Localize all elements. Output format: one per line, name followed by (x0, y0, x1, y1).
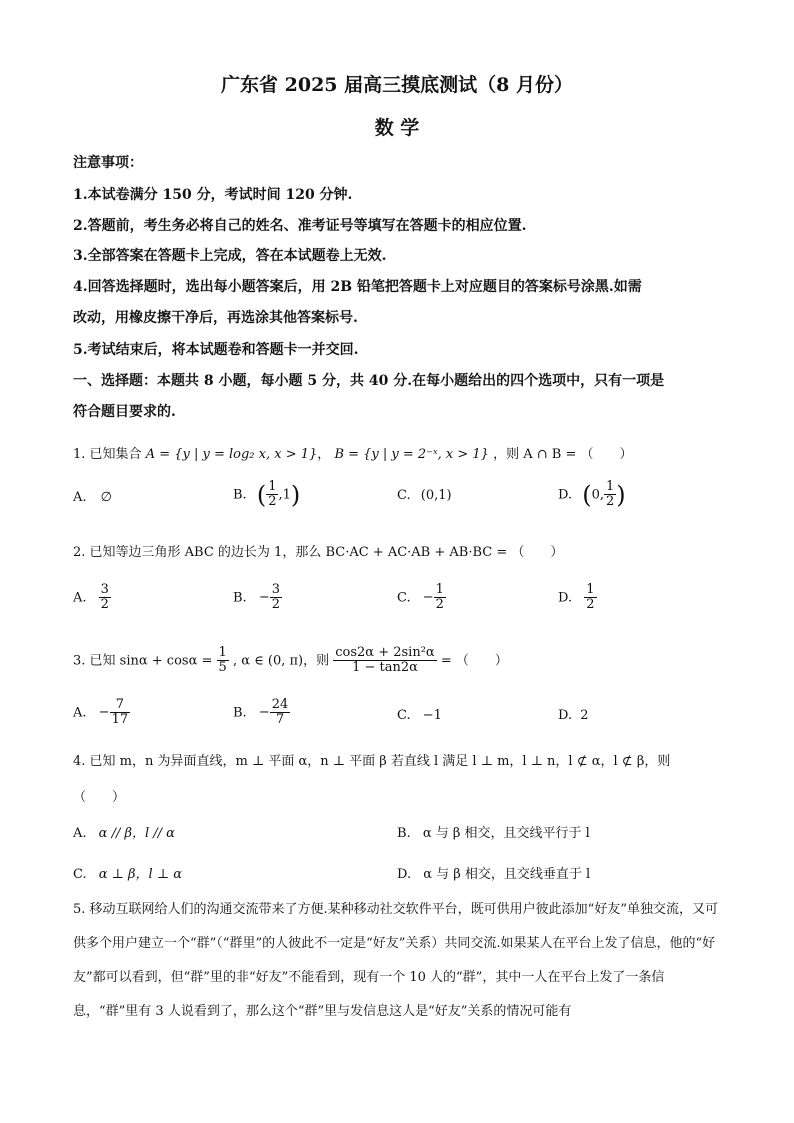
q4-option-b (397, 822, 590, 841)
q1-comma: ， (317, 447, 331, 462)
note-item-2: 2.答题前，考生务必将自己的姓名、准考证号等填写在答题卡的相应位置. (73, 218, 527, 234)
q2-b-sign: − (258, 590, 270, 606)
q1-option-d: D. (0, $\frac{1}{2}$ ) (558, 479, 626, 510)
q2-d-num: 1 (586, 582, 595, 597)
q3-a-den: 17 (111, 712, 129, 728)
section-heading-cont: 符合题目要求的. (73, 404, 176, 420)
q3-ask: = （ ） (440, 653, 508, 669)
q3-option-b (233, 698, 290, 728)
q2-option-c (397, 583, 446, 613)
q1-option-a-value: ∅ (100, 490, 112, 505)
q3-pre: 3. 已知 sinα + cosα = (73, 653, 213, 669)
q1-option-a (73, 490, 112, 505)
q1-d-den: 2 (606, 494, 615, 510)
q4-option-b-label: B. (397, 826, 411, 841)
q3-option-b-fraction (270, 698, 291, 728)
exam-title: 广东省 2025 届高三摸底测试（8 月份） (221, 74, 573, 96)
q4-option-b-value: α 与 β 相交，且交线平行于 l (422, 826, 590, 841)
q2-option-a-label: A. (73, 590, 87, 606)
q1-b-num: 1 (268, 479, 277, 494)
q3-given-num: 1 (218, 645, 227, 660)
q1-b-tail: ,1 (278, 487, 291, 503)
q2-option-b-fraction (270, 583, 282, 613)
note-item-1: 1.本试卷满分 150 分，考试时间 120 分钟. (73, 187, 353, 203)
q3-expr-num: cos2α + 2sin²α (335, 645, 435, 660)
q2-option-a (73, 583, 111, 613)
q2-option-d-fraction (584, 583, 596, 613)
q1-option-d-label: D. (558, 487, 573, 503)
q3-a-num: 7 (110, 698, 131, 713)
q1-option-c-label: C. (397, 488, 411, 503)
q1-set-a: A = {y | y = log₂ x, x > 1} (145, 447, 318, 462)
q1-option-b: B. ( $\frac{1}{2}$ ,1) (233, 479, 301, 510)
q3-option-d-value: 2 (580, 708, 589, 723)
q3-option-c (397, 708, 442, 723)
notes-heading: 注意事项： (73, 155, 143, 171)
q3-given-den: 5 (218, 660, 227, 676)
q3-option-b-label: B. (233, 705, 247, 721)
q2-c-num: 1 (435, 582, 444, 597)
q2-option-d-label: D. (558, 590, 573, 606)
q3-b-den: 7 (275, 712, 285, 728)
note-item-5: 5.考试结束后，将本试题卷和答题卡一并交回. (73, 342, 359, 358)
q2-b-num: 3 (271, 582, 281, 597)
q2-option-c-label: C. (397, 590, 411, 606)
q2-c-sign: − (422, 590, 434, 606)
q1-option-c-value: (0,1) (420, 488, 452, 503)
q1-b-den: 2 (268, 494, 277, 510)
question-3-stem (73, 646, 508, 676)
q2-option-d (558, 583, 597, 613)
q3-b-num: 24 (271, 697, 289, 712)
note-item-4: 4.回答选择题时，选出每小题答案后，用 2B 铅笔把答题卡上对应题目的答案标号涂黑.如需 (73, 279, 642, 295)
q2-a-num: 3 (100, 582, 109, 597)
q1-set-b: B = {y | y = 2⁻ˣ, x > 1} (334, 447, 489, 462)
q2-c-den: 2 (435, 597, 444, 613)
q2-a-den: 2 (100, 597, 109, 613)
q3-given-fraction (217, 646, 229, 676)
question-2-stem: 2. 已知等边三角形 ABC 的边长为 1，那么 BC·AC + AC·AB + AB·BC = （ ） (73, 545, 564, 560)
q2-option-a-fraction (99, 583, 111, 613)
q2-d-den: 2 (586, 597, 595, 613)
q1-d-head: 0, (591, 487, 605, 503)
q3-expr-den: 1 − tan2α (352, 660, 418, 676)
q2-option-c-fraction (434, 583, 446, 613)
q3-expression-fraction (333, 646, 436, 676)
q1-option-b-fraction (266, 480, 278, 510)
q4-option-d (397, 863, 590, 882)
q4-option-a-value: α // β，l // α (98, 826, 175, 841)
q2-option-b (233, 583, 282, 613)
note-item-4-cont: 改动，用橡皮擦干净后，再选涂其他答案标号. (73, 310, 358, 326)
q3-a-sign: − (98, 705, 110, 721)
q1-ask: ，则 A ∩ B = （ ） (493, 447, 633, 462)
q3-option-c-value: −1 (422, 708, 442, 723)
q3-option-a-fraction (110, 698, 131, 728)
q4-option-d-value: α 与 β 相交，且交线垂直于 l (423, 867, 591, 882)
q1-option-c (397, 488, 452, 503)
q2-option-b-label: B. (233, 590, 247, 606)
q3-mid: , α ∈ (0, π)，则 (232, 653, 330, 669)
note-item-3: 3.全部答案在答题卡上完成，答在本试题卷上无效. (73, 248, 387, 264)
q3-b-sign: − (258, 705, 270, 721)
q3-option-a (73, 698, 130, 728)
q4-option-c (73, 863, 182, 882)
q4-option-d-label: D. (397, 867, 412, 882)
q3-option-a-label: A. (73, 705, 87, 721)
q4-option-a-label: A. (73, 826, 87, 841)
question-4-stem: 4. 已知 m，n 为异面直线，m ⊥ 平面 α，n ⊥ 平面 β 若直线 l 满足 l ⊥ m，l ⊥ n，l ⊄ α，l ⊄ β，则 (73, 754, 671, 769)
q4-option-c-value: α ⊥ β，l ⊥ α (98, 867, 182, 882)
q3-option-d-label: D. (558, 708, 573, 723)
q1-option-d-fraction (604, 480, 616, 510)
q4-option-c-label: C. (73, 867, 87, 882)
q1-option-b-label: B. (233, 487, 247, 503)
q3-option-c-label: C. (397, 708, 411, 723)
q1-option-a-label: A. (73, 490, 87, 505)
q2-b-den: 2 (271, 597, 281, 613)
q1-prefix: 1. 已知集合 (73, 447, 142, 462)
q4-option-a (73, 822, 175, 841)
question-4-stem-cont: （ ） (73, 790, 126, 805)
q3-option-d (558, 708, 589, 723)
question-1-stem (73, 443, 632, 462)
q1-d-num: 1 (606, 479, 615, 494)
question-5-stem: 5. 移动互联网给人们的沟通交流带来了方便.某种移动社交软件平台，既可供用户彼此添加“好友”单独交流，又可供多个用户建立一个“群”（“群里”的人彼此不一定是“好友”关系）共同交流.如果某人在平台上发了信息，他的“好友”都可以看到，但“群”里的非“好友”不能看到，现有一个 10 人的“群”，其中一人在平台上发了一条信息，“群”里有 3 人说看到了，那么这个“群”里与发信息这人是“好友”关系的情况可能有 (73, 902, 718, 1019)
section-heading: 一、选择题：本题共 8 小题，每小题 5 分，共 40 分.在每小题给出的四个选项中，只有一项是 (73, 373, 665, 389)
subject-title: 数 学 (374, 117, 420, 139)
